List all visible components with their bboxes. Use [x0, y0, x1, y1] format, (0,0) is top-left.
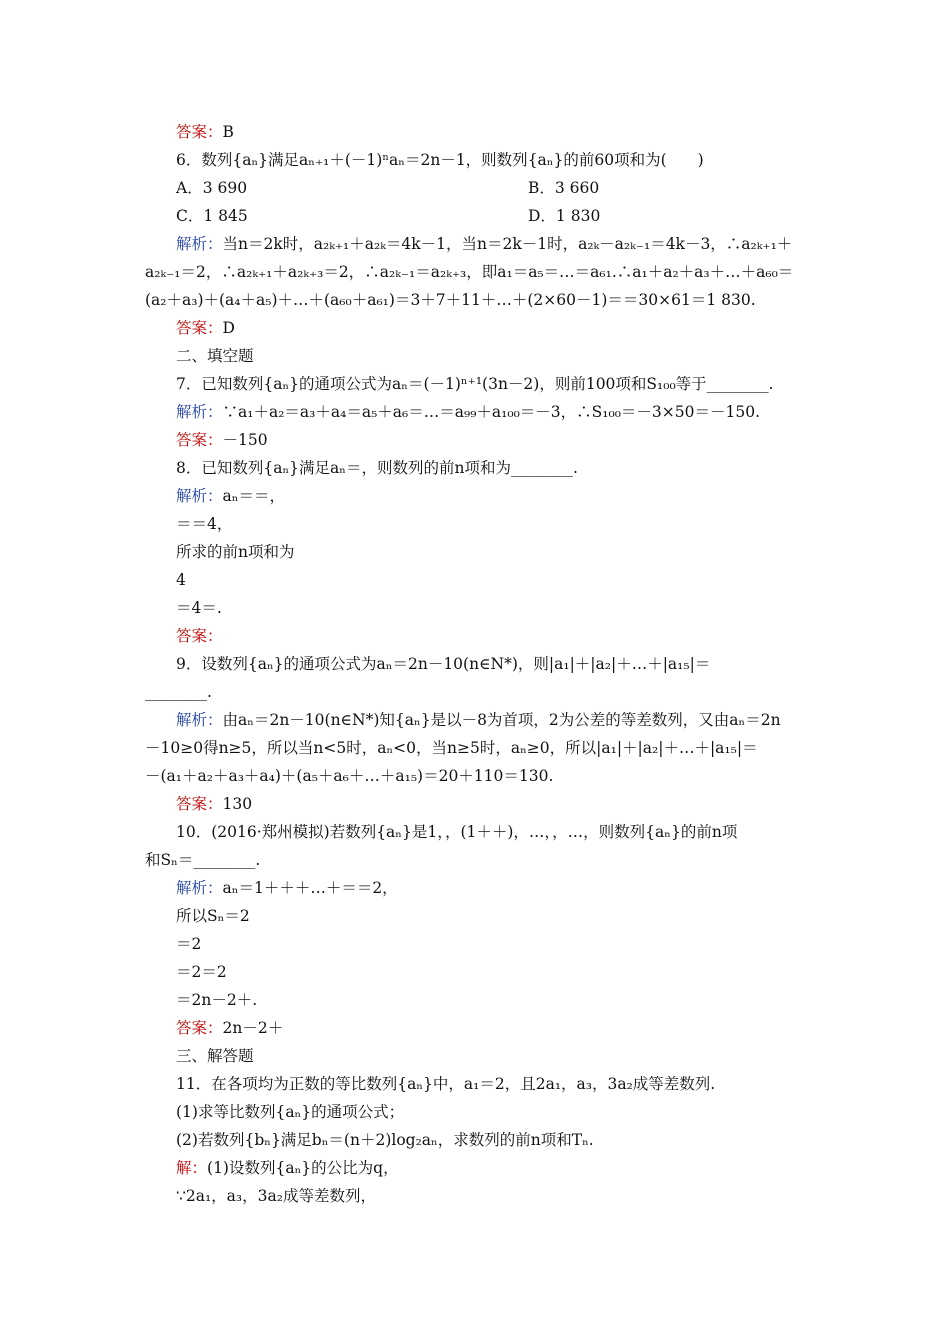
solution-text: ∵2a₁，a₃，3a₂成等差数列， [176, 1187, 376, 1205]
analysis-text: ＝2n－2＋. [176, 991, 258, 1009]
answer-line [176, 318, 235, 338]
section-heading: 三、解答题 [176, 1047, 254, 1065]
analysis-text: aₙ＝＝， [222, 487, 285, 505]
analysis-text: －(a₁＋a₂＋a₃＋a₄)＋(a₅＋a₆＋…＋a₁₅)＝20＋110＝130. [145, 767, 554, 785]
option-b: B．3 660 [528, 179, 600, 197]
analysis-text: (a₂＋a₃)＋(a₄＋a₅)＋…＋(a₆₀＋a₆₁)＝3＋7＋11＋…＋(2×60－1)＝＝30×61＝1 830. [145, 291, 756, 309]
answer-value: 130 [222, 795, 253, 813]
question-11-part: (2)若数列{bₙ}满足bₙ＝(n＋2)log₂aₙ，求数列的前n项和Tₙ. [176, 1131, 594, 1149]
analysis-text: 所以Sₙ＝2 [176, 907, 250, 925]
analysis-text: a₂ₖ₋₁＝2，∴a₂ₖ₊₁＋a₂ₖ₊₃＝2，∴a₂ₖ₋₁＝a₂ₖ₊₃，即a₁＝a₅＝…＝a₆₁.∴a₁＋a₂＋a₃＋…＋a₆₀＝ [145, 263, 794, 281]
answer-label: 答案： [176, 123, 223, 141]
option-c: C．1 845 [176, 207, 248, 225]
answer-value: －150 [222, 431, 268, 449]
solution-text: (1)设数列{aₙ}的公比为q， [207, 1159, 399, 1177]
analysis-label: 解析： [176, 403, 223, 421]
analysis-text: 4 [176, 571, 186, 589]
analysis-text: ＝2 [176, 935, 202, 953]
answer-label: 答案： [176, 1019, 223, 1037]
analysis-text: －10≥0得n≥5，所以当n<5时，aₙ<0，当n≥5时，aₙ≥0，所以|a₁|＋|a₂|＋…＋|a₁₅|＝ [145, 739, 758, 757]
question-9-stem: ________. [145, 683, 212, 701]
section-heading: 二、填空题 [176, 347, 254, 365]
analysis-label: 解析： [176, 711, 223, 729]
question-7-stem: 7．已知数列{aₙ}的通项公式为aₙ＝(－1)ⁿ⁺¹(3n－2)，则前100项和S₁₀₀等于________. [176, 375, 774, 393]
question-8-stem: 8．已知数列{aₙ}满足aₙ＝，则数列的前n项和为________. [176, 459, 578, 477]
answer-label: 答案： [176, 431, 223, 449]
analysis-text: 当n＝2k时，a₂ₖ₊₁＋a₂ₖ＝4k－1，当n＝2k－1时，a₂ₖ－a₂ₖ₋₁＝4k－3，∴a₂ₖ₊₁＋ [222, 235, 793, 253]
analysis-label: 解析： [176, 235, 223, 253]
answer-line [176, 1018, 283, 1038]
answer-label: 答案： [176, 319, 223, 337]
option-a: A．3 690 [176, 179, 248, 197]
answer-line [176, 122, 234, 142]
analysis-label: 解析： [176, 487, 223, 505]
analysis-line [176, 234, 792, 254]
answer-line [176, 626, 223, 646]
option-d: D．1 830 [528, 207, 601, 225]
analysis-line [176, 402, 760, 422]
answer-line [176, 794, 252, 814]
answer-label: 答案： [176, 795, 223, 813]
analysis-text: ＝2＝2 [176, 963, 227, 981]
question-10-stem: 10．(2016·郑州模拟)若数列{aₙ}是1，，(1＋＋)，…，，…，则数列{aₙ}的前n项 [176, 823, 738, 841]
analysis-line [176, 878, 398, 898]
analysis-text: 由aₙ＝2n－10(n∈N*)知{aₙ}是以－8为首项，2为公差的等差数列，又由aₙ＝2n [222, 711, 781, 729]
answer-value: D [222, 319, 235, 337]
question-6-stem: 6．数列{aₙ}满足aₙ₊₁＋(－1)ⁿaₙ＝2n－1，则数列{aₙ}的前60项和为( ) [176, 151, 704, 169]
analysis-text: ＝＝4， [176, 515, 233, 533]
answer-label: 答案： [176, 627, 223, 645]
analysis-line [176, 486, 285, 506]
analysis-label: 解析： [176, 879, 223, 897]
question-10-stem: 和Sₙ＝________. [145, 851, 261, 869]
analysis-text: ＝4＝. [176, 599, 222, 617]
analysis-text: ∵a₁＋a₂＝a₃＋a₄＝a₅＋a₆＝…＝a₉₉＋a₁₀₀＝－3，∴S₁₀₀＝－3×50＝－150. [222, 403, 760, 421]
answer-value: B [222, 123, 234, 141]
question-11-part: (1)求等比数列{aₙ}的通项公式； [176, 1103, 405, 1121]
analysis-line [176, 710, 781, 730]
question-9-stem: 9．设数列{aₙ}的通项公式为aₙ＝2n－10(n∈N*)，则|a₁|＋|a₂|＋…＋|a₁₅|＝ [176, 655, 711, 673]
solution-label: 解： [176, 1159, 208, 1177]
question-11-stem: 11．在各项均为正数的等比数列{aₙ}中，a₁＝2，且2a₁，a₃，3a₂成等差数列. [176, 1075, 716, 1093]
analysis-text: 所求的前n项和为 [176, 543, 295, 561]
answer-line [176, 430, 268, 450]
answer-value: 2n－2＋ [222, 1019, 284, 1037]
solution-line [176, 1158, 399, 1178]
analysis-text: aₙ＝1＋＋＋…＋＝＝2， [222, 879, 398, 897]
